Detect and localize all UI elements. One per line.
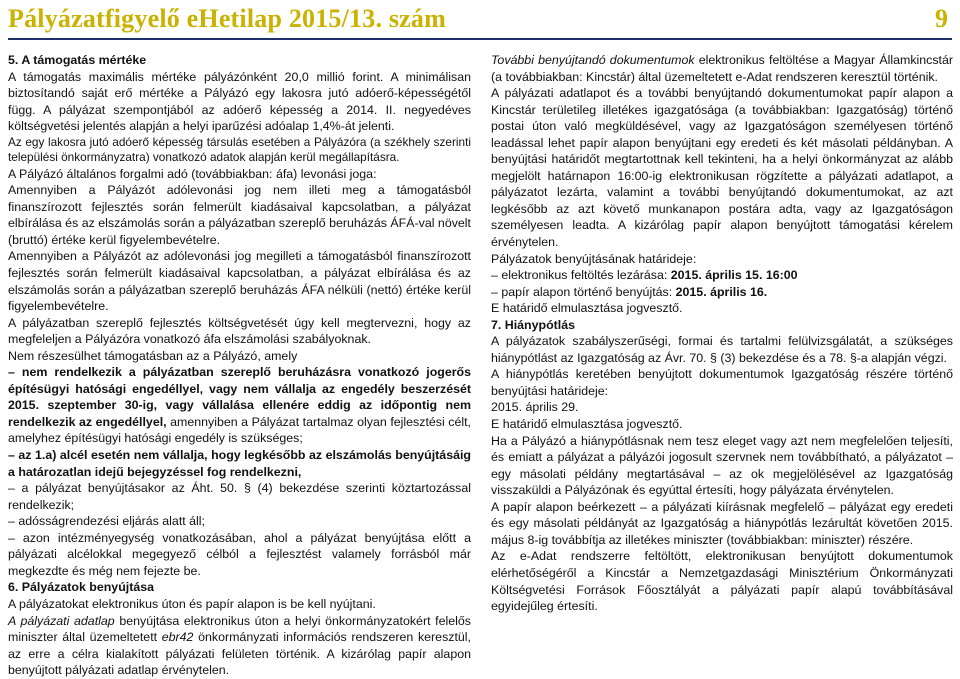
- section-7-heading: 7. Hiánypótlás: [491, 317, 576, 332]
- no-support-item-3: – a pályázat benyújtásakor az Áht. 50. § (4) bekezdése szerinti köztartozással rendelkezik;: [8, 481, 471, 512]
- section-7-paragraph-2: A hiánypótlás keretében benyújtott dokumentumok Igazgatóság részére történő benyújtási határideje:: [491, 367, 953, 398]
- deadline-item-1-label: – elektronikus feltöltés lezárása:: [491, 268, 668, 283]
- section-7-paragraph-3: Ha a Pályázó a hiánypótlásnak nem tesz eleget vagy azt nem megfelelően teljesíti, és emiatt a pályázat a pályázói jogosult szervnek nem továbbítható, a pályázatot – egy másolati példány megtartásával – az ok megjelölésével az Igazgatóság visszaküldi a Pályázónak és egyúttal értesíti, hogy pályázata érvénytelen.: [491, 433, 953, 498]
- vat-intro: A Pályázó általános forgalmi adó (továbbiakban: áfa) levonási joga:: [8, 166, 377, 181]
- deadline-item-2: [491, 284, 953, 301]
- section-7-date: 2015. április 29.: [491, 400, 579, 415]
- deadline-item-2-label: – papír alapon történő benyújtás:: [491, 284, 673, 299]
- s6-italic-2: ebr42: [161, 630, 194, 645]
- section-6-paragraph-1: A pályázatokat elektronikus úton és papír alapon is be kell nyújtani.: [8, 596, 376, 611]
- deadline-item-2-date: 2015. április 16.: [675, 284, 768, 299]
- no-support-item-1: [8, 364, 471, 447]
- budget-paragraph: A pályázatban szereplő fejlesztés költségvetését úgy kell megtervezni, hogy az megfeleljen a Pályázóra vonatkozó áfa elszámolási szabályoknak.: [8, 315, 471, 347]
- deadline-item-1-date: 2015. április 15. 16:00: [670, 268, 798, 283]
- section-7-note: E határidő elmulasztása jogvesztő.: [491, 417, 683, 432]
- right-column: [491, 52, 953, 623]
- s6-text-a: benyújtása elektronikus úton a helyi önkormányzatokért felelős miniszter által üzemeltetett: [8, 613, 471, 645]
- right-p1-italic: További benyújtandó dokumentumok: [491, 53, 695, 67]
- s6-text-b: önkormányzati információs rendszeren keresztül, az erre a célra kialakított pályázati felületen történik. A kizárólag papír alapon benyújtott pályázati adatlap érvénytelen.: [8, 630, 471, 678]
- left-column: [8, 52, 471, 678]
- page-header: [8, 2, 952, 40]
- page-title: Pályázatfigyelő eHetilap 2015/13. szám: [8, 4, 446, 33]
- no-support-item-1-tail: amennyiben a Pályázat tartalmaz olyan fejlesztési célt, amelyhez építésügyi hatósági engedély is szükséges;: [8, 414, 471, 446]
- section-5-paragraph: A támogatás maximális mértéke pályázónként 20,0 millió forint. A minimálisan biztosítandó saját erő mértéke a Pályázó egy lakosra jutó adóerő-képességétől függ. A pályázat szempontjából az adóerő képesség a 2014. II. negyedéves költségvetési jelentés alapján a helyi iparűzési adóalap 1,4%-át jelenti.: [8, 69, 471, 134]
- no-support-item-4: – adósságrendezési eljárás alatt áll;: [8, 514, 205, 529]
- deadline-note: E határidő elmulasztása jogvesztő.: [491, 301, 683, 316]
- page-number: 9: [935, 4, 948, 33]
- no-support-item-5: – azon intézményegység vonatkozásában, ahol a pályázat benyújtása előtt a pályázati alcélokkal megegyező célból a fejlesztést valamely forrásból már megkezdte és még nem fejezte be.: [8, 530, 471, 578]
- no-support-item-2: – az 1.a) alcél esetén nem vállalja, hogy legkésőbb az elszámolás benyújtásáig a határozatlan idejű bejegyzéssel fog rendelkezni,: [8, 448, 471, 479]
- s6-italic: A pályázati adatlap: [8, 613, 115, 628]
- section-5-paragraph-2: Az egy lakosra jutó adóerő képesség társulás esetében a Pályázóra (a székhely szerinti települési önkormányzatra) vonatkozó adatok alapján kerül megállapításra.: [8, 134, 471, 165]
- section-6-heading: 6. Pályázatok benyújtása: [8, 580, 155, 595]
- right-paragraph-1: [491, 52, 953, 85]
- section-5-heading: 5. A támogatás mértéke: [8, 53, 147, 67]
- no-support-intro: Nem részesülhet támogatásban az a Pályázó, amely: [8, 348, 298, 363]
- section-7-paragraph-5: Az e-Adat rendszerre feltöltött, elektronikusan benyújtott dokumentumok elérhetőségéről a Kincstár a Nemzetgazdasági Minisztérium Önkormányzati Költségvetési Források Főosztályát a pályázati papír alapú továbbításával egyidejűleg értesíti.: [491, 549, 953, 614]
- deadline-item-1: [491, 267, 953, 284]
- no-support-item-1-bold: – nem rendelkezik a pályázatban szereplő beruházásra vonatkozó jogerős építésügyi hatósági engedéllyel, vagy nem vállalja az engedély beszerzését 2015. szeptember 30-ig, vagy vállalása ellenére eddig az időpontig nem rendelkezik az engedéllyel,: [8, 365, 471, 429]
- section-6-paragraph-2: [8, 613, 471, 679]
- section-7-paragraph-4: A papír alapon beérkezett – a pályázati kiírásnak megfelelő – pályázat egy eredeti és egy másolati példányát az Igazgatóság a hiánypótlás lezárultát követően 2015. május 8-ig továbbítja az illetékes miniszter (továbbiakban: miniszter) részére.: [491, 499, 953, 547]
- deadline-intro: Pályázatok benyújtásának határideje:: [491, 251, 697, 266]
- section-7-paragraph-1: A pályázatok szabályszerűségi, formai és tartalmi felülvizsgálatát, a szükséges hiánypótlást az Igazgatóság az Ávr. 70. § (3) bekezdése és a 78. §-a alapján végzi.: [491, 334, 953, 365]
- vat-paragraph-2: Amennyiben a Pályázót az adólevonási jog megilleti a támogatásból finanszírozott fejlesztés során felmerült kiadásaival kapcsolatban, a pályázat elbírálása és az elszámolás során a pályázatban szereplő beruházás ÁFA nélküli (nettó) értéke kerül figyelembevételre.: [8, 249, 471, 314]
- right-p1-text: elektronikus feltöltése a Magyar Államkincstár (a továbbiakban: Kincstár) által üzemeltetett e-Adat rendszeren keresztül történik.: [491, 53, 954, 84]
- right-paragraph-2: A pályázati adatlapot és a további benyújtandó dokumentumokat papír alapon a Kincstár területileg illetékes igazgatósága (a továbbiakban: Igazgatóság) történő postai úton való megküldésével, vagy az Igazgatóságon személyesen történő leadással lehet papír alapon benyújtani egy eredeti és két másolati példányban. A benyújtási határidőt megtartottnak kell tekinteni, ha a helyi önkormányzat az alább megjelölt határnapon 16:00-ig elektronikusan rögzítette a pályázati adatlapot, a pályázatot lezárta, valamint a további benyújtandó dokumentumokat, az azt legkésőbb az azt követő munkanapon postára adta, vagy az Igazgatóságon személyesen leadta. A kizárólag papír alapon benyújtott támogatási kérelem érvénytelen.: [491, 86, 953, 250]
- vat-paragraph-1: Amennyiben a Pályázót adólevonási jog nem illeti meg a támogatásból finanszírozott fejlesztés során felmerült kiadásaival kapcsolatban, a pályázat elbírálása és az elszámolás során a pályázatban szereplő beruházás ÁFÁ-val növelt (bruttó) értéke kerül figyelembevételre.: [8, 183, 471, 247]
